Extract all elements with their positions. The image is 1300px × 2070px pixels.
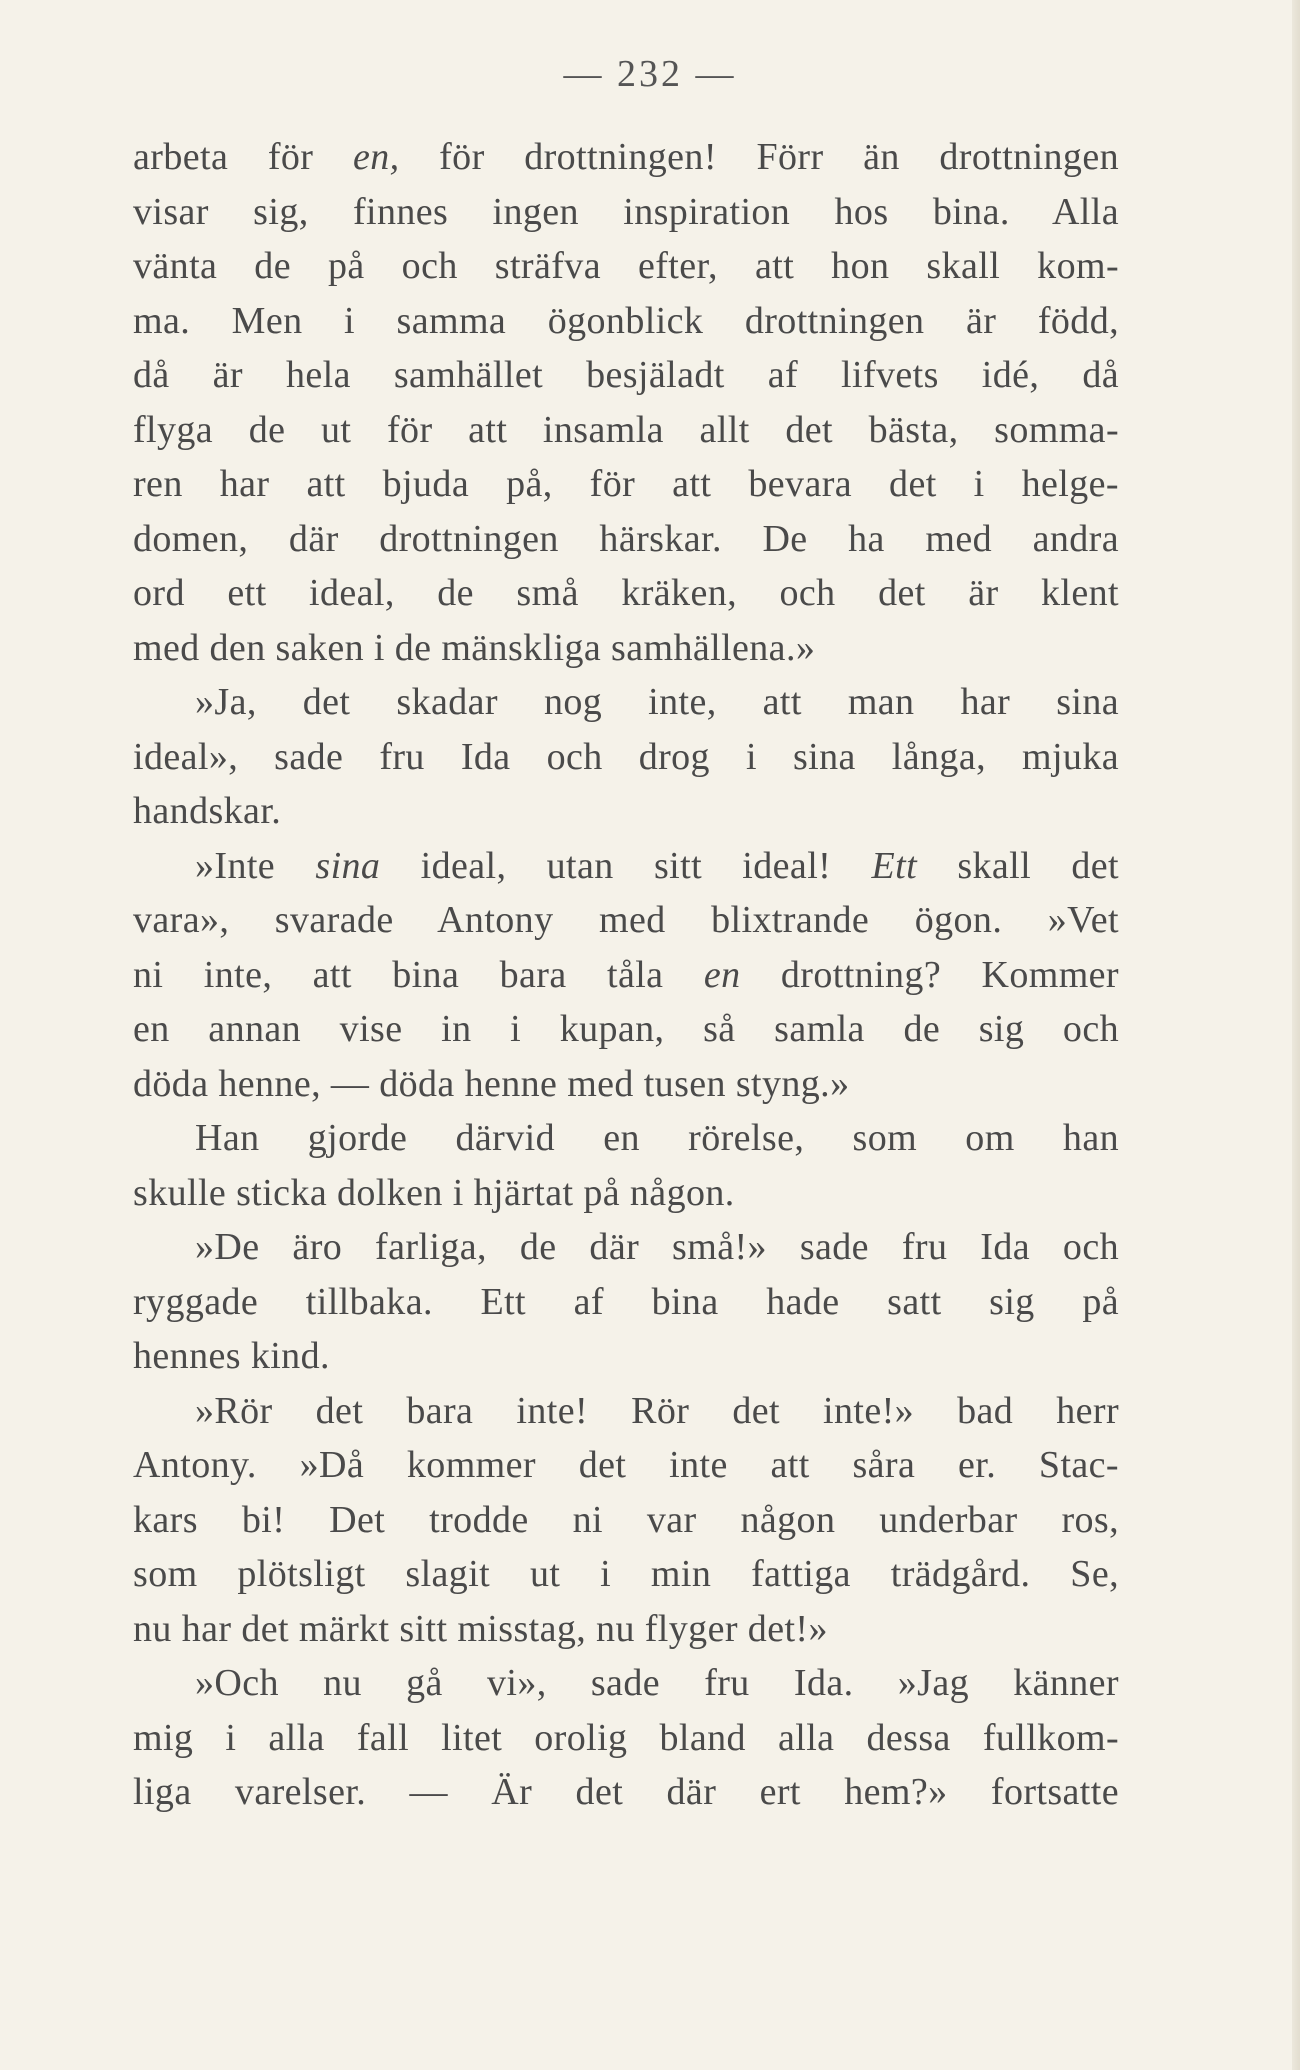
text-segment: mig i alla fall litet orolig bland alla dessa fullkom- xyxy=(133,1716,1119,1759)
text-line xyxy=(133,1547,1119,1602)
text-segment: ideal», sade fru Ida och drog i sina långa, mjuka xyxy=(133,735,1119,778)
text-segment: Antony. »Då kommer det inte att såra er. Stac- xyxy=(133,1444,1119,1486)
text-segment: »Rör det bara inte! Rör det inte!» bad herr xyxy=(195,1389,1119,1432)
text-segment: då är hela samhället besjäladt af lifvets idé, då xyxy=(133,354,1119,396)
text-segment: handskar. xyxy=(133,790,282,832)
italic-word: Ett xyxy=(871,844,918,887)
text-segment: ma. Men i samma ögonblick drottningen är född, xyxy=(133,299,1119,342)
text-segment: ren har att bjuda på, för att bevara det i helge- xyxy=(133,463,1119,505)
text-line xyxy=(133,130,1119,185)
text-line xyxy=(133,621,1119,676)
text-line xyxy=(133,1438,1119,1493)
italic-word: sina xyxy=(315,844,381,887)
text-segment: flyga de ut för att insamla allt det bästa, somma- xyxy=(133,408,1119,451)
text-line xyxy=(133,839,1119,894)
text-line xyxy=(133,457,1119,512)
body-text xyxy=(133,130,1119,1820)
text-segment: nu har det märkt sitt misstag, nu flyger det!» xyxy=(133,1607,828,1650)
text-line xyxy=(133,1384,1119,1439)
text-line xyxy=(133,239,1119,294)
text-segment: ideal, utan sitt ideal! xyxy=(380,844,872,887)
text-line xyxy=(133,1002,1119,1057)
italic-word: en xyxy=(703,953,741,996)
text-line xyxy=(133,1765,1119,1820)
text-segment: som plötsligt slagit ut i min fattiga trädgård. Se, xyxy=(133,1553,1119,1595)
text-segment: skulle sticka dolken i hjärtat på någon. xyxy=(133,1171,735,1214)
italic-word: en, xyxy=(352,136,400,178)
text-segment: drottning? Kommer xyxy=(740,953,1119,996)
text-line xyxy=(133,566,1119,621)
text-segment: döda henne, — döda henne med tusen styng.» xyxy=(133,1062,850,1105)
page-edge xyxy=(1292,0,1300,2070)
text-line xyxy=(133,1220,1119,1275)
text-segment: ryggade tillbaka. Ett af bina hade satt sig på xyxy=(133,1280,1119,1323)
text-segment: »De äro farliga, de där små!» sade fru Ida och xyxy=(195,1226,1119,1268)
text-line xyxy=(133,294,1119,349)
text-segment: »Ja, det skadar nog inte, att man har sina xyxy=(195,681,1119,723)
text-segment: domen, där drottningen härskar. De ha med andra xyxy=(133,517,1119,560)
text-segment: liga varelser. — Är det där ert hem?» fortsatte xyxy=(133,1771,1119,1813)
text-line xyxy=(133,1166,1119,1221)
text-line xyxy=(133,1057,1119,1112)
text-segment: skall det xyxy=(917,844,1119,887)
page-number: — 232 — xyxy=(563,53,737,95)
text-segment: en annan vise in i kupan, så samla de sig och xyxy=(133,1008,1119,1050)
text-segment: »Inte xyxy=(195,844,316,887)
text-segment: kars bi! Det trodde ni var någon underbar ros, xyxy=(133,1498,1119,1541)
text-line xyxy=(133,1275,1119,1330)
text-segment: »Och nu gå vi», sade fru Ida. »Jag känner xyxy=(195,1662,1119,1704)
text-line xyxy=(133,784,1119,839)
text-line xyxy=(133,1656,1119,1711)
text-segment: hennes kind. xyxy=(133,1335,330,1377)
text-line xyxy=(133,1493,1119,1548)
text-segment: vänta de på och sträfva efter, att hon skall kom- xyxy=(133,245,1119,287)
text-segment: ni inte, att bina bara tåla xyxy=(133,953,704,996)
text-line xyxy=(133,185,1119,240)
text-line xyxy=(133,730,1119,785)
text-segment: vara», svarade Antony med blixtrande ögon. »Vet xyxy=(133,899,1119,941)
text-segment: visar sig, finnes ingen inspiration hos bina. Alla xyxy=(133,190,1119,233)
text-line xyxy=(133,948,1119,1003)
text-segment: ord ett ideal, de små kräken, och det är klent xyxy=(133,572,1119,614)
text-line xyxy=(133,1111,1119,1166)
text-line xyxy=(133,1329,1119,1384)
text-line xyxy=(133,1602,1119,1657)
text-line xyxy=(133,675,1119,730)
text-segment: för drottningen! Förr än drottningen xyxy=(399,136,1119,178)
text-line xyxy=(133,348,1119,403)
text-line xyxy=(133,512,1119,567)
text-segment: med den saken i de mänskliga samhällena.» xyxy=(133,626,816,669)
text-line xyxy=(133,403,1119,458)
text-segment: Han gjorde därvid en rörelse, som om han xyxy=(195,1117,1119,1159)
text-line xyxy=(133,893,1119,948)
text-line xyxy=(133,1711,1119,1766)
text-segment: arbeta för xyxy=(133,136,353,178)
